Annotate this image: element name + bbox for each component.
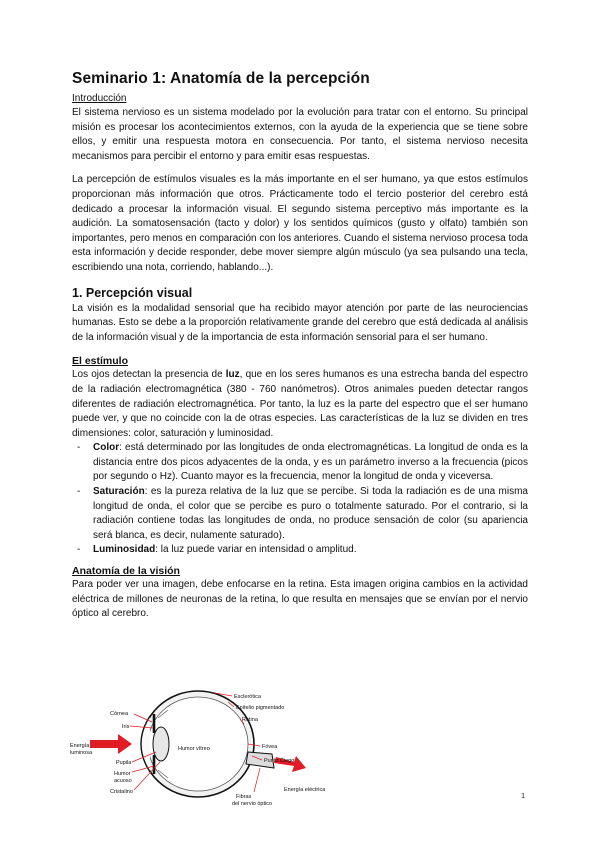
anatomia-paragraph: Para poder ver una imagen, debe enfocarse en la retina. Esta imagen origina cambios en la actividad eléctrica de millones de neuronas de la retina, lo que resulta en mensajes que se envían por el nervio óptico al cerebro. <box>72 579 528 620</box>
list-item: - Color: está determinado por las longitudes de onda electromagnéticas. La longitud de onda es la distancia entre dos picos adyacentes de la onda, y es un parámetro inverso a la frecuencia (picos por segundo o Hz). Cuanto mayor es la frecuencia, menor la longitud de onda y viceversa. <box>72 441 528 485</box>
intro-paragraph-2: La percepción de estímulos visuales es la más importante en el ser humano, ya que estos estímulos proporcionan más información que otros. Prácticamente todo el tercio posterior del cerebro está dedicado a procesar la información visual. El segundo sistema perceptivo más importante es la audición. La somatosensación (tacto y dolor) y los sentidos químicos (gusto y olfato) también son importantes, pero menos en comparación con los anteriores. Cuando el sistema nervioso procesa toda esta información y decide responder, debe mover siempre algún músculo (ya sea pulsando una tecla, escribiendo una nota, corriendo, hablando...). <box>72 174 528 273</box>
section-heading-vision: 1. Percepción visual <box>72 285 193 300</box>
light-arrow <box>90 734 132 754</box>
label-energia-luminosa-2: luminosa <box>70 750 93 756</box>
label-cristalino: Cristalino <box>110 789 133 795</box>
list-item: - Luminosidad: la luz puede variar en intensidad o amplitud. <box>72 543 528 558</box>
label-cornea: Córnea <box>110 711 129 717</box>
intro-paragraph-1: El sistema nervioso es un sistema modelado por la evolución para tratar con el entorno. Su principal misión es procesar los acontecimientos externos, con la ayuda de la experiencia que se tiene sobre ellos, y emitir una respuesta motora en consecuencia. Por tanto, el sistema nervioso necesita mecanismos para percibir el entorno y para emitir esas respuestas. <box>72 107 528 162</box>
list-item: - Saturación: es la pureza relativa de la luz que se percibe. Si toda la radiación es de una misma longitud de onda, el color que se percibe es puro o totalmente saturado. Por el contrario, si la radiación contiene todas las longitudes de onda, no produce sensación de color (su apariencia será blanca, es decir, nulamente saturado). <box>72 485 528 543</box>
label-fibras-2: del nervio óptico <box>232 801 273 807</box>
label-humor-acuoso-1: Humor <box>114 771 131 777</box>
label-punto-ciego: Punto Ciego <box>264 758 295 764</box>
anatomia-heading: Anatomía de la visión <box>72 565 180 578</box>
label-humor-vitreo: Humor vítreo <box>178 746 210 752</box>
label-esclerotica: Esclerótica <box>234 694 261 700</box>
label-humor-acuoso-2: acuoso <box>114 778 132 784</box>
eye-anatomy-diagram <box>70 684 360 844</box>
label-fibras-1: Fibras <box>236 794 252 800</box>
intro-heading: Introducción <box>72 93 127 104</box>
label-retina: Retina <box>242 717 258 723</box>
light-characteristics-list <box>72 441 528 558</box>
estimulo-heading: El estímulo <box>72 355 129 368</box>
label-energia-electrica: Energía eléctrica <box>284 787 326 793</box>
document-page <box>72 70 528 622</box>
vision-paragraph: La visión es la modalidad sensorial que ha recibido mayor atención por parte de las neurociencias humanas. Esto se debe a la proporción relativamente grande del cerebro que está dedicada al análisis de la información visual y de la importancia de esta información sensorial para el ser humano. <box>72 302 528 343</box>
label-epitelio: Epitelio pigmentado <box>236 705 285 711</box>
label-fovea: Fóvea <box>262 744 278 750</box>
label-energia-luminosa-1: Energía <box>70 743 90 749</box>
lens-shape <box>153 727 169 761</box>
page-number: 1 <box>521 793 525 800</box>
label-pupila: Pupila <box>116 760 132 766</box>
label-iris: Iris <box>122 724 130 730</box>
estimulo-paragraph: Los ojos detectan la presencia de luz, que en los seres humanos es una estrecha banda del espectro de la radiación electromagnética (380 - 760 nanómetros). Otros animales pueden detectar rangos diferentes de radiación electromagnética. Por tanto, la luz es la parte del espectro que el ser humano puede ver, y que no coincide con la de otras especies. Las características de la luz se dividen en tres dimensiones: color, saturación y luminosidad. <box>72 369 528 439</box>
page-title: Seminario 1: Anatomía de la percepción <box>72 70 370 87</box>
cornea-shape <box>141 716 150 772</box>
